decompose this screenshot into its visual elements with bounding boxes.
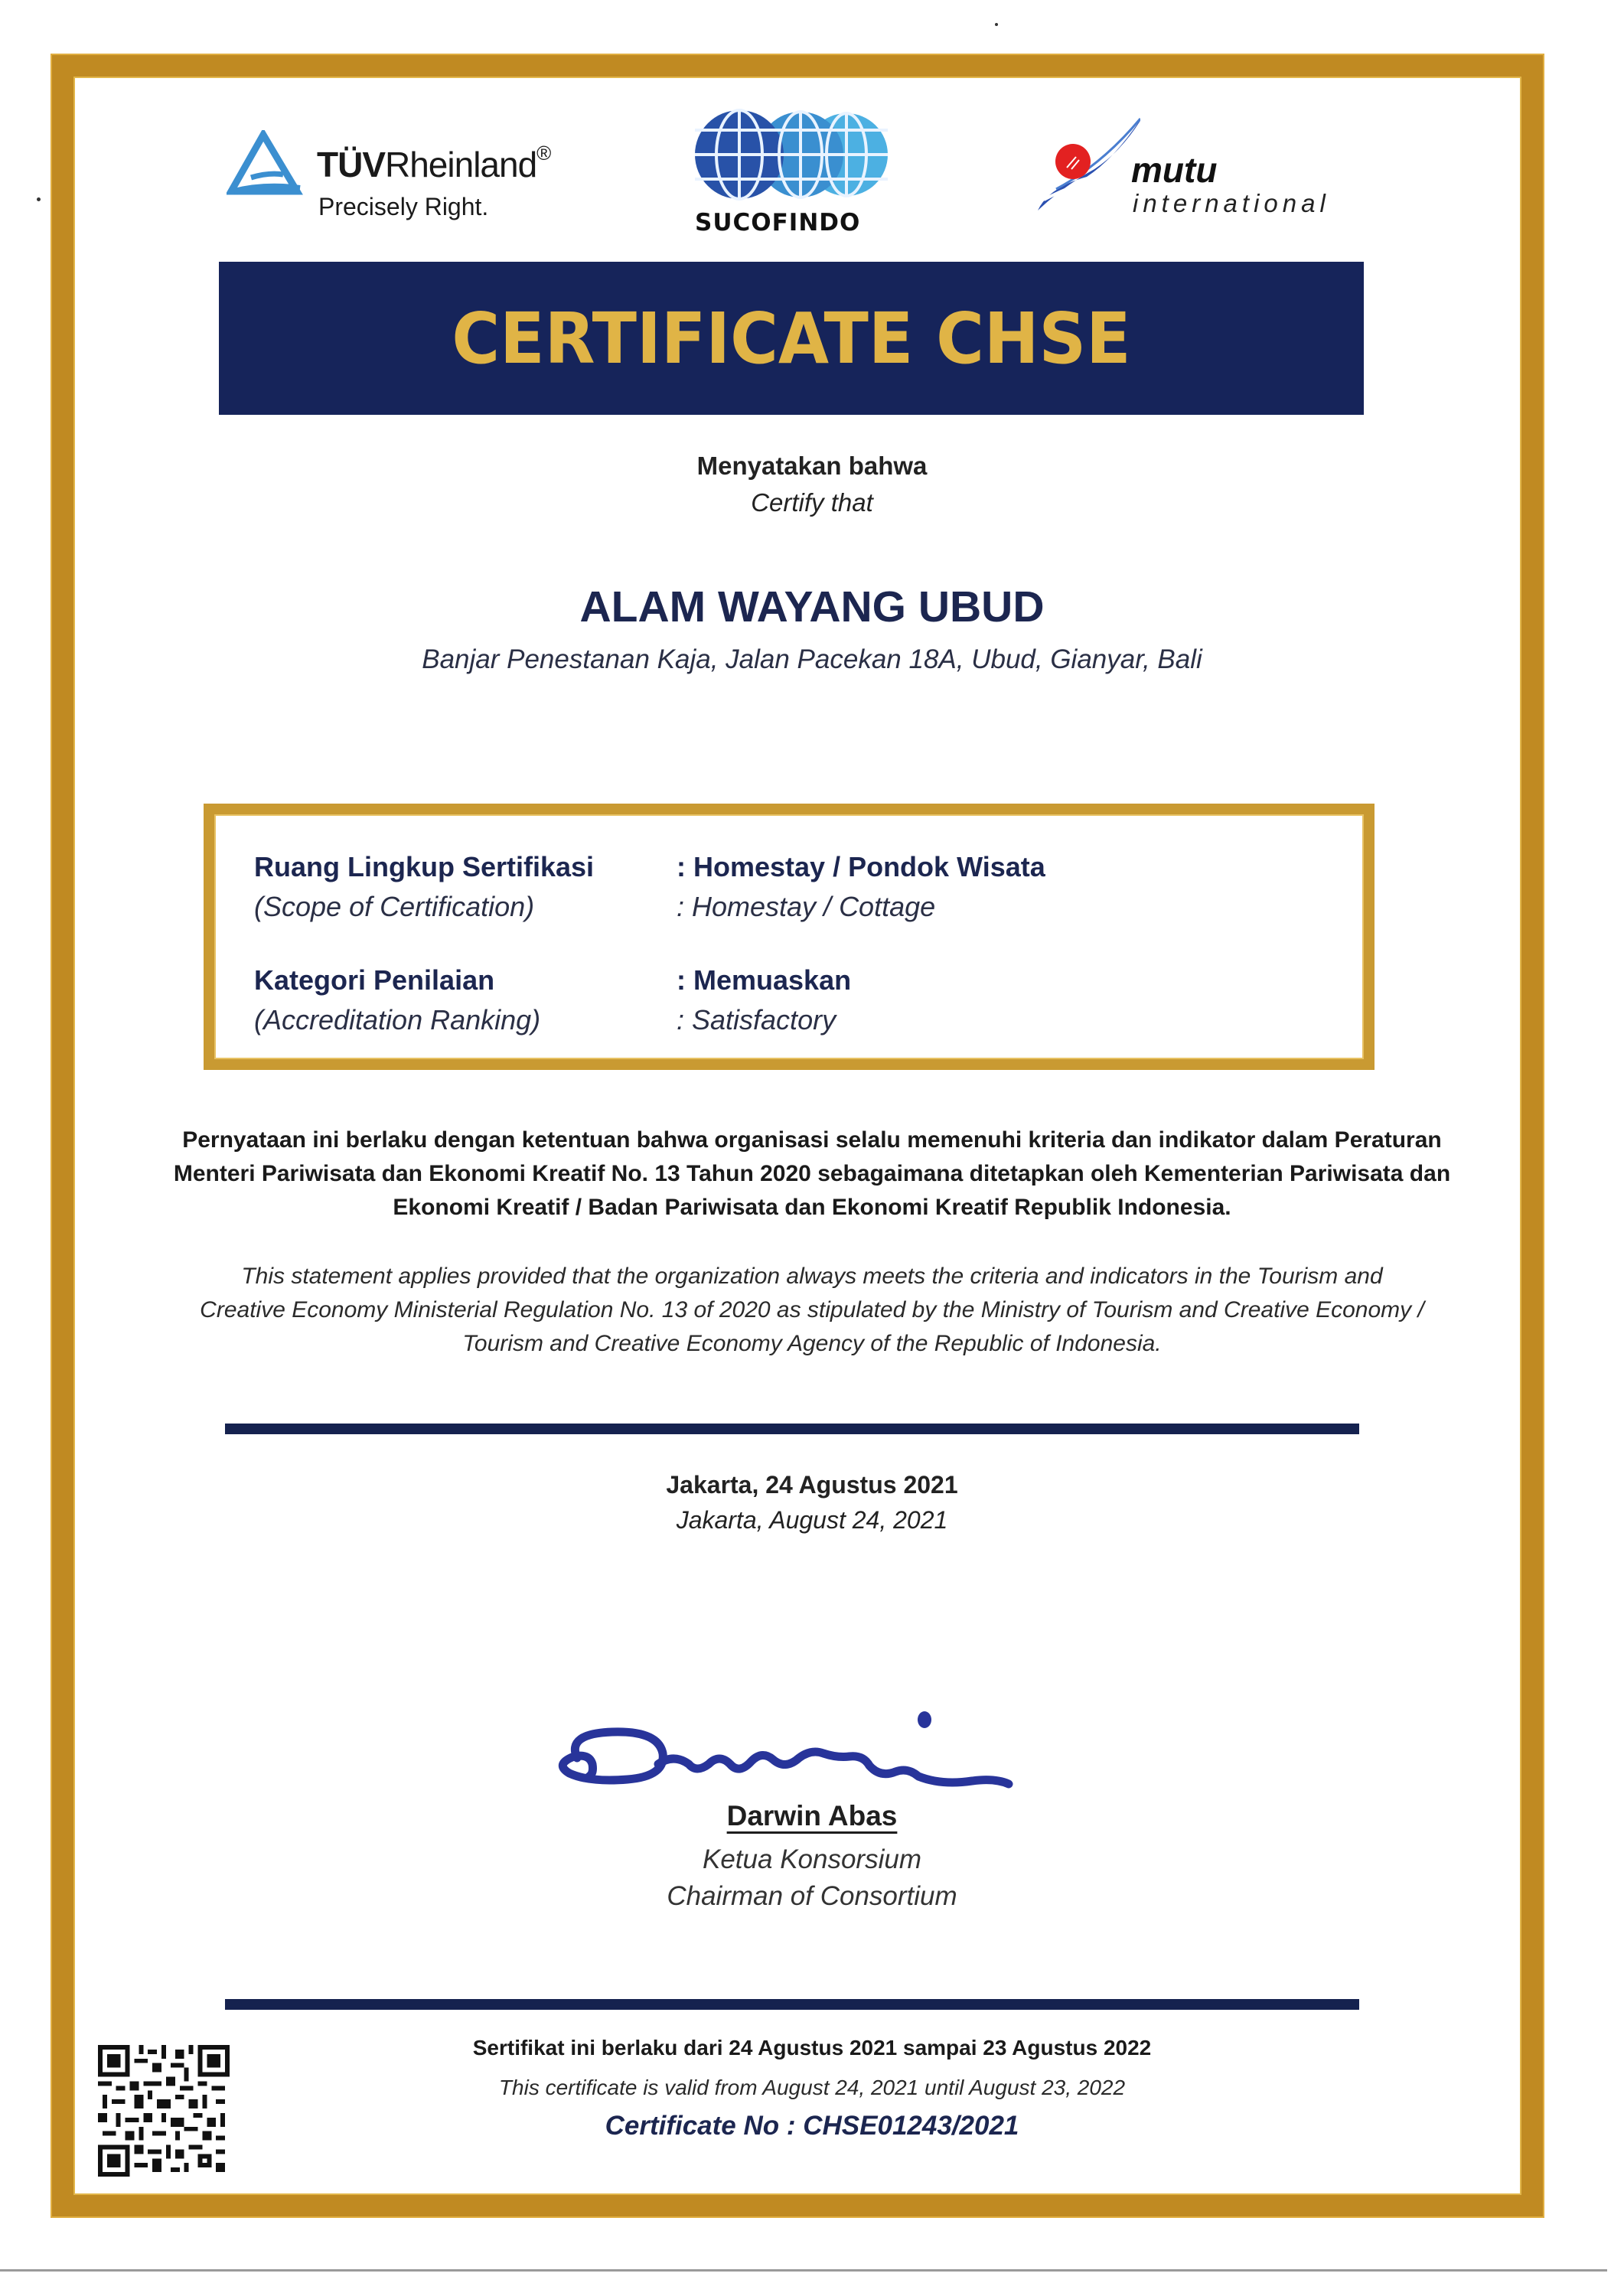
statement-en — [0, 1260, 1624, 1361]
intro-text-id: Menyatakan bahwa — [696, 452, 928, 480]
statement-id — [0, 1124, 1624, 1225]
scan-speck — [995, 23, 998, 26]
signatory-role-en: Chairman of Consortium — [667, 1881, 957, 1911]
scope-value-en: : Homestay / Cottage — [677, 891, 936, 922]
statement-en-line: Tourism and Creative Economy Agency of the Republic of Indonesia. — [462, 1331, 1162, 1356]
certificate-title-banner — [219, 262, 1364, 415]
issue-place-date-id: Jakarta, 24 Agustus 2021 — [666, 1471, 958, 1499]
statement-id-line: Pernyataan ini berlaku dengan ketentuan bahwa organisasi selalu memenuhi kriteria dan indikator dalam Peraturan — [182, 1127, 1442, 1153]
ranking-label: Kategori Penilaian — [254, 964, 495, 996]
ranking-label-en: (Accreditation Ranking) — [254, 1004, 541, 1035]
tuv-rheinland-logo — [227, 130, 624, 230]
divider-rule — [225, 1424, 1359, 1434]
scan-edge-line — [0, 2269, 1607, 2272]
scope-value: : Homestay / Pondok Wisata — [677, 851, 1045, 882]
validity-text-en: This certificate is valid from August 24, 2021 until August 23, 2022 — [498, 2076, 1126, 2099]
scope-label: Ruang Lingkup Sertifikasi — [254, 851, 595, 882]
certification-scope-box — [204, 804, 1375, 1070]
statement-en-line: This statement applies provided that the organization always meets the criteria and indicators in the Tourism and — [241, 1264, 1383, 1289]
scope-label-en: (Scope of Certification) — [254, 891, 535, 922]
certificate-number: Certificate No : CHSE01243/2021 — [605, 2111, 1019, 2141]
organization-address: Banjar Penestanan Kaja, Jalan Pacekan 18A, Ubud, Gianyar, Bali — [422, 644, 1202, 674]
sucofindo-logo — [686, 107, 900, 245]
scan-speck — [37, 197, 41, 201]
intro-text-en: Certify that — [751, 488, 873, 517]
globe-icon — [686, 107, 900, 207]
sucofindo-wordmark: SUCOFINDO — [695, 209, 861, 236]
validity-text-id: Sertifikat ini berlaku dari 24 Agustus 2021 sampai 23 Agustus 2022 — [472, 2036, 1152, 2060]
signatory-role-id: Ketua Konsorsium — [703, 1844, 921, 1874]
signatory-name-text: Darwin Abas — [726, 1800, 898, 1831]
mutu-international-logo — [1033, 103, 1370, 233]
signatory-name — [0, 1800, 1624, 1832]
statement-id-line: Ekonomi Kreatif / Badan Pariwisata dan Ekonomi Kreatif Republik Indonesia. — [393, 1195, 1231, 1220]
certificate-title: CERTIFICATE CHSE — [452, 297, 1131, 380]
mutu-swoosh-icon — [1033, 103, 1140, 218]
tuv-triangle-icon — [227, 130, 303, 199]
organization-name: ALAM WAYANG UBUD — [579, 582, 1045, 631]
statement-en-line: Creative Economy Ministerial Regulation No. 13 of 2020 as stipulated by the Ministry of Tourism and Creative Economy / — [200, 1297, 1424, 1322]
tuv-tagline: Precisely Right. — [318, 193, 489, 220]
mutu-wordmark: mutu — [1131, 150, 1218, 190]
tuv-brand-text: TÜVRheinland® — [317, 141, 551, 184]
issue-place-date-en: Jakarta, August 24, 2021 — [676, 1506, 948, 1534]
ranking-value: : Memuaskan — [677, 964, 852, 996]
divider-rule — [225, 1999, 1359, 2010]
ranking-value-en: : Satisfactory — [677, 1004, 836, 1035]
statement-id-line: Menteri Pariwisata dan Ekonomi Kreatif No. 13 Tahun 2020 sebagaimana ditetapkan oleh Kementerian Pariwisata dan — [173, 1161, 1451, 1186]
signature-icon — [543, 1703, 1041, 1810]
mutu-subtitle: international — [1133, 189, 1330, 217]
